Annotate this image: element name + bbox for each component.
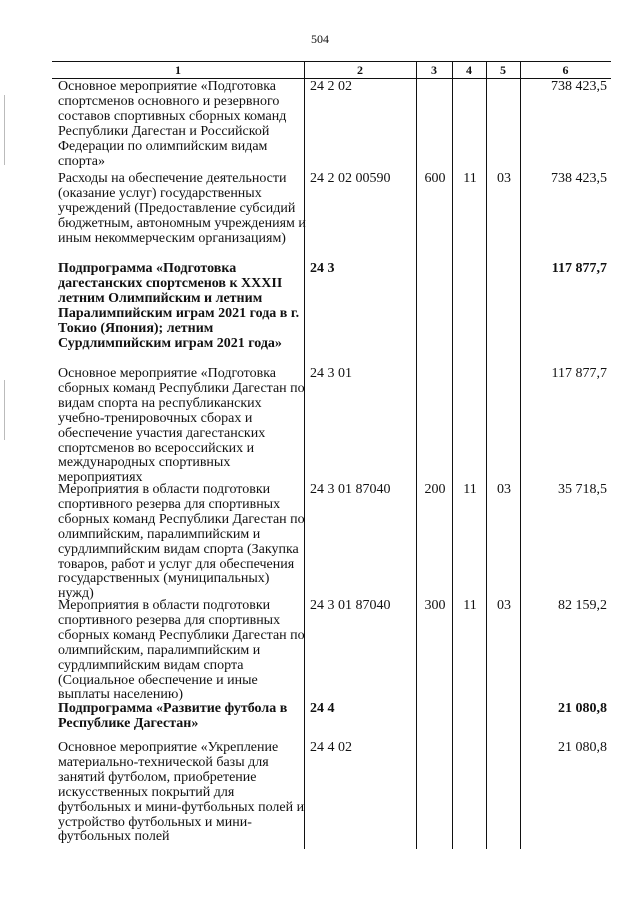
row-name: Расходы на обеспечение деятельности (оказание услуг) государственных учреждений (Предоставление субсидий бюджетным, автономным учреждениям и иным некоммерческим организациям) xyxy=(58,171,306,246)
row-col5: 03 xyxy=(497,171,511,186)
column-divider xyxy=(416,61,417,849)
row-col5: 03 xyxy=(497,482,511,497)
row-col4: 11 xyxy=(463,482,477,497)
row-code: 24 2 02 00590 xyxy=(310,171,391,186)
budget-table xyxy=(52,61,611,849)
margin-mark xyxy=(4,380,5,440)
row-code: 24 3 01 87040 xyxy=(310,482,391,497)
row-name: Подпрограмма «Подготовка дагестанских спортсменов к XXXII летним Олимпийским и летним Паралимпийским играм 2021 года в г. Токио (Япония); летним Сурдлимпийским играм 2021 года» xyxy=(58,261,300,351)
row-code: 24 4 02 xyxy=(310,740,352,755)
column-header: 3 xyxy=(431,63,437,77)
row-name: Подпрограмма «Развитие футбола в Республике Дагестан» xyxy=(58,701,288,731)
column-header: 5 xyxy=(500,63,506,77)
row-amount: 82 159,2 xyxy=(558,598,607,613)
column-header: 6 xyxy=(562,63,569,77)
column-divider xyxy=(520,61,521,849)
row-amount: 21 080,8 xyxy=(558,701,607,716)
row-name: Основное мероприятие «Подготовка сборных команд Республики Дагестан по видам спорта на республиканских учебно-тренировочных сборах и обеспечение участия дагестанских спортсменов во всероссийских и международных спортивных мероприятиях xyxy=(58,366,305,486)
row-col5: 03 xyxy=(497,598,511,613)
margin-mark xyxy=(4,95,5,165)
table-header xyxy=(52,61,611,79)
row-col4: 11 xyxy=(463,171,477,186)
row-code: 24 3 01 xyxy=(310,366,352,381)
row-col3: 200 xyxy=(424,482,446,497)
column-divider xyxy=(486,61,487,849)
row-col3: 300 xyxy=(424,598,446,613)
row-amount: 738 423,5 xyxy=(551,171,607,186)
row-col3: 600 xyxy=(424,171,446,186)
column-divider xyxy=(452,61,453,849)
row-code: 24 3 xyxy=(310,261,335,276)
row-name: Мероприятия в области подготовки спортивного резерва для спортивных сборных команд Республики Дагестан по олимпийским, паралимпийским и сурдлимпийским видам спорта (Социальное обеспечение и иные выплаты населению) xyxy=(58,598,305,703)
column-header: 4 xyxy=(466,63,472,77)
row-amount: 21 080,8 xyxy=(558,740,607,755)
row-amount: 117 877,7 xyxy=(551,261,607,276)
column-header: 1 xyxy=(175,63,181,77)
row-amount: 738 423,5 xyxy=(551,79,607,94)
row-code: 24 3 01 87040 xyxy=(310,598,391,613)
row-name: Мероприятия в области подготовки спортивного резерва для спортивных сборных команд Республики Дагестан по олимпийским, паралимпийским и сурдлимпийским видам спорта (Закупка товаров, работ и услуг для обеспечения государственных (муниципальных) нужд) xyxy=(58,482,305,602)
row-code: 24 2 02 xyxy=(310,79,352,94)
row-name: Основное мероприятие «Укрепление материально-технической базы для занятий футболом, приобретение искусственных покрытий для футбольных и мини-футбольных полей и устройство футбольных и мини-футбольных полей xyxy=(58,740,305,845)
page-number: 504 xyxy=(311,32,329,46)
column-header: 2 xyxy=(357,63,363,77)
row-code: 24 4 xyxy=(310,701,335,716)
row-col4: 11 xyxy=(463,598,477,613)
row-amount: 35 718,5 xyxy=(558,482,607,497)
row-amount: 117 877,7 xyxy=(551,366,607,381)
row-name: Основное мероприятие «Подготовка спортсменов основного и резервного составов спортивных сборных команд Республики Дагестан и Российской Федерации по олимпийским видам спорта» xyxy=(58,79,287,169)
